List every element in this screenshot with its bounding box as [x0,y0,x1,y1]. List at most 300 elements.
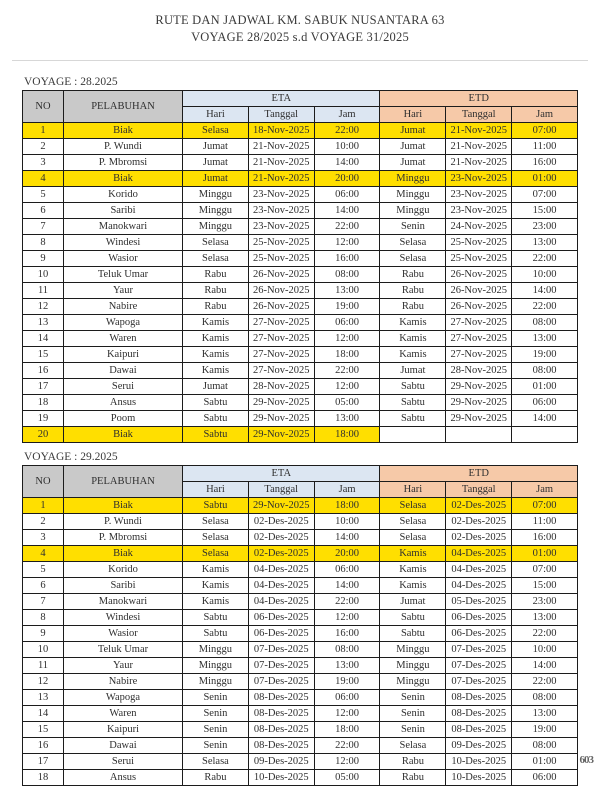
cell-etd-jam: 22:00 [512,674,578,690]
cell-pelabuhan: Nabire [64,299,183,315]
cell-eta-hari: Senin [183,722,249,738]
table-row [23,139,578,155]
cell-no: 5 [23,562,64,578]
cell-etd-jam: 07:00 [512,562,578,578]
cell-etd-tanggal: 04-Des-2025 [446,562,512,578]
cell-eta-jam: 06:00 [314,562,380,578]
voyage-caption-29: VOYAGE : 29.2025 [24,451,118,463]
cell-etd-tanggal: 29-Nov-2025 [446,411,512,427]
cell-pelabuhan: Serui [64,754,183,770]
cell-no: 6 [23,578,64,594]
cell-pelabuhan: Dawai [64,738,183,754]
table-row [23,610,578,626]
cell-eta-tanggal: 06-Des-2025 [248,610,314,626]
cell-etd-tanggal: 08-Des-2025 [446,706,512,722]
cell-eta-jam: 13:00 [314,283,380,299]
cell-pelabuhan: Poom [64,411,183,427]
table-row [23,530,578,546]
table-row [23,347,578,363]
cell-pelabuhan: Yaur [64,283,183,299]
cell-eta-tanggal: 08-Des-2025 [248,722,314,738]
cell-no: 7 [23,219,64,235]
cell-no: 10 [23,642,64,658]
cell-pelabuhan: Saribi [64,578,183,594]
cell-eta-jam: 22:00 [314,123,380,139]
cell-eta-hari: Kamis [183,578,249,594]
table-row [23,363,578,379]
cell-eta-tanggal: 26-Nov-2025 [248,299,314,315]
cell-etd-tanggal: 23-Nov-2025 [446,187,512,203]
table-row [23,203,578,219]
cell-eta-tanggal: 09-Des-2025 [248,754,314,770]
cell-no: 15 [23,347,64,363]
cell-eta-hari: Selasa [183,754,249,770]
cell-etd-tanggal: 02-Des-2025 [446,530,512,546]
cell-etd-tanggal: 07-Des-2025 [446,642,512,658]
column-header-eta-jam: Jam [314,107,380,123]
cell-eta-hari: Selasa [183,235,249,251]
cell-etd-tanggal: 26-Nov-2025 [446,299,512,315]
column-header-etd-jam: Jam [512,482,578,498]
table-row [23,171,578,187]
table-row [23,738,578,754]
cell-etd-tanggal: 24-Nov-2025 [446,219,512,235]
cell-eta-jam: 05:00 [314,770,380,786]
cell-etd-hari: Senin [380,219,446,235]
column-header-pelabuhan: PELABUHAN [64,466,183,498]
cell-eta-tanggal: 18-Nov-2025 [248,123,314,139]
cell-no: 2 [23,514,64,530]
cell-etd-jam: 07:00 [512,123,578,139]
cell-eta-hari: Kamis [183,594,249,610]
cell-etd-hari: Selasa [380,498,446,514]
cell-eta-jam: 08:00 [314,267,380,283]
cell-eta-hari: Selasa [183,251,249,267]
schedule-table-voyage-29 [22,465,578,786]
cell-pelabuhan: Wapoga [64,690,183,706]
cell-etd-tanggal: 06-Des-2025 [446,610,512,626]
cell-eta-hari: Kamis [183,363,249,379]
cell-pelabuhan: Manokwari [64,219,183,235]
cell-etd-jam: 01:00 [512,171,578,187]
cell-eta-hari: Jumat [183,171,249,187]
cell-etd-jam: 11:00 [512,139,578,155]
cell-no: 19 [23,411,64,427]
cell-eta-tanggal: 07-Des-2025 [248,642,314,658]
cell-etd-jam: 13:00 [512,706,578,722]
cell-etd-tanggal: 10-Des-2025 [446,754,512,770]
cell-etd-hari: Selasa [380,251,446,267]
cell-eta-jam: 22:00 [314,738,380,754]
cell-eta-jam: 05:00 [314,395,380,411]
cell-etd-jam: 06:00 [512,770,578,786]
cell-etd-hari: Sabtu [380,379,446,395]
cell-no: 2 [23,139,64,155]
cell-etd-tanggal: 21-Nov-2025 [446,139,512,155]
voyage-caption-28: VOYAGE : 28.2025 [24,76,118,88]
cell-etd-tanggal: 04-Des-2025 [446,578,512,594]
cell-eta-tanggal: 02-Des-2025 [248,546,314,562]
cell-eta-tanggal: 10-Des-2025 [248,770,314,786]
cell-etd-jam: 23:00 [512,219,578,235]
cell-eta-tanggal: 27-Nov-2025 [248,363,314,379]
cell-eta-tanggal: 23-Nov-2025 [248,203,314,219]
cell-eta-tanggal: 07-Des-2025 [248,658,314,674]
cell-etd-hari: Jumat [380,123,446,139]
cell-no: 1 [23,498,64,514]
table-row [23,331,578,347]
cell-etd-jam: 06:00 [512,395,578,411]
cell-etd-hari: Sabtu [380,411,446,427]
cell-eta-jam: 12:00 [314,754,380,770]
table-row [23,283,578,299]
cell-eta-jam: 12:00 [314,379,380,395]
cell-no: 18 [23,770,64,786]
table-row [23,690,578,706]
cell-eta-tanggal: 29-Nov-2025 [248,427,314,443]
cell-eta-hari: Rabu [183,267,249,283]
cell-etd-jam: 14:00 [512,411,578,427]
cell-no: 12 [23,299,64,315]
cell-etd-jam: 19:00 [512,347,578,363]
cell-eta-jam: 13:00 [314,411,380,427]
cell-eta-tanggal: 29-Nov-2025 [248,498,314,514]
cell-etd-hari: Kamis [380,578,446,594]
cell-no: 3 [23,155,64,171]
cell-eta-jam: 19:00 [314,674,380,690]
cell-no: 16 [23,738,64,754]
column-header-no: NO [23,91,64,123]
cell-eta-hari: Senin [183,690,249,706]
cell-no: 17 [23,379,64,395]
cell-etd-hari: Selasa [380,235,446,251]
header-row-top [23,91,578,107]
column-header-eta-tanggal: Tanggal [248,482,314,498]
cell-no: 9 [23,251,64,267]
cell-eta-tanggal: 21-Nov-2025 [248,155,314,171]
cell-pelabuhan: Korido [64,187,183,203]
cell-etd-hari: Kamis [380,347,446,363]
cell-eta-hari: Sabtu [183,427,249,443]
table-row [23,427,578,443]
table-row [23,219,578,235]
cell-eta-tanggal: 04-Des-2025 [248,594,314,610]
cell-eta-jam: 22:00 [314,594,380,610]
table-row [23,123,578,139]
document-title-block [0,0,600,46]
cell-eta-hari: Minggu [183,219,249,235]
cell-no: 3 [23,530,64,546]
cell-eta-tanggal: 29-Nov-2025 [248,395,314,411]
cell-etd-tanggal: 23-Nov-2025 [446,171,512,187]
cell-eta-jam: 18:00 [314,498,380,514]
cell-pelabuhan: P. Wundi [64,514,183,530]
column-header-etd-jam: Jam [512,107,578,123]
cell-etd-jam: 16:00 [512,155,578,171]
cell-etd-tanggal: 26-Nov-2025 [446,283,512,299]
cell-etd-hari: Minggu [380,658,446,674]
cell-eta-hari: Jumat [183,155,249,171]
document-title-secondary: VOYAGE 28/2025 s.d VOYAGE 31/2025 [191,30,409,44]
cell-etd-hari: Senin [380,690,446,706]
table-body-voyage-29 [23,498,578,786]
table-head [23,466,578,498]
cell-etd-hari: Sabtu [380,626,446,642]
cell-eta-jam: 12:00 [314,331,380,347]
cell-pelabuhan: Biak [64,123,183,139]
cell-etd-jam: 10:00 [512,642,578,658]
cell-etd-jam: 15:00 [512,203,578,219]
cell-etd-hari: Minggu [380,187,446,203]
cell-no: 11 [23,283,64,299]
cell-etd-jam: 13:00 [512,331,578,347]
table-row [23,395,578,411]
cell-etd-hari: Senin [380,706,446,722]
column-header-no: NO [23,466,64,498]
table-row [23,674,578,690]
table-row [23,235,578,251]
cell-eta-jam: 20:00 [314,171,380,187]
cell-etd-hari: Rabu [380,770,446,786]
cell-etd-hari: Minggu [380,674,446,690]
cell-eta-jam: 14:00 [314,530,380,546]
cell-eta-tanggal: 02-Des-2025 [248,530,314,546]
cell-pelabuhan: Teluk Umar [64,642,183,658]
cell-etd-jam: 10:00 [512,267,578,283]
column-header-eta-jam: Jam [314,482,380,498]
cell-eta-tanggal: 02-Des-2025 [248,514,314,530]
cell-eta-tanggal: 04-Des-2025 [248,562,314,578]
cell-eta-tanggal: 23-Nov-2025 [248,219,314,235]
cell-eta-jam: 14:00 [314,203,380,219]
cell-eta-tanggal: 27-Nov-2025 [248,347,314,363]
cell-eta-jam: 14:00 [314,578,380,594]
column-header-pelabuhan: PELABUHAN [64,91,183,123]
cell-pelabuhan: Kaipuri [64,347,183,363]
cell-etd-hari: Kamis [380,562,446,578]
table-row [23,706,578,722]
cell-eta-jam: 14:00 [314,155,380,171]
cell-etd-hari: Jumat [380,594,446,610]
cell-pelabuhan: Yaur [64,658,183,674]
cell-no: 8 [23,610,64,626]
cell-etd-tanggal: 21-Nov-2025 [446,123,512,139]
cell-etd-tanggal: 27-Nov-2025 [446,331,512,347]
cell-pelabuhan: Manokwari [64,594,183,610]
cell-etd-jam: 07:00 [512,498,578,514]
table-body-voyage-28 [23,123,578,443]
cell-eta-tanggal: 27-Nov-2025 [248,315,314,331]
column-header-etd-hari: Hari [380,107,446,123]
cell-eta-jam: 10:00 [314,514,380,530]
cell-etd-jam: 11:00 [512,514,578,530]
cell-eta-hari: Selasa [183,514,249,530]
table-row [23,722,578,738]
cell-pelabuhan: P. Wundi [64,139,183,155]
cell-etd-jam: 08:00 [512,738,578,754]
cell-no: 15 [23,722,64,738]
cell-etd-tanggal: 07-Des-2025 [446,658,512,674]
cell-eta-tanggal: 21-Nov-2025 [248,139,314,155]
cell-etd-hari: Sabtu [380,610,446,626]
table-row [23,594,578,610]
cell-eta-tanggal: 26-Nov-2025 [248,267,314,283]
cell-eta-tanggal: 08-Des-2025 [248,738,314,754]
cell-no: 13 [23,315,64,331]
cell-no: 14 [23,706,64,722]
cell-etd-jam: 14:00 [512,283,578,299]
cell-eta-hari: Selasa [183,546,249,562]
cell-no: 4 [23,546,64,562]
table-row [23,155,578,171]
cell-etd-jam: 13:00 [512,610,578,626]
table-row [23,770,578,786]
cell-eta-tanggal: 27-Nov-2025 [248,331,314,347]
cell-eta-tanggal: 21-Nov-2025 [248,171,314,187]
table-row [23,642,578,658]
cell-etd-tanggal: 08-Des-2025 [446,722,512,738]
cell-eta-jam: 16:00 [314,626,380,642]
cell-eta-hari: Sabtu [183,411,249,427]
cell-eta-hari: Sabtu [183,626,249,642]
cell-no: 13 [23,690,64,706]
cell-etd-jam: 14:00 [512,658,578,674]
cell-eta-jam: 12:00 [314,610,380,626]
cell-pelabuhan: Dawai [64,363,183,379]
cell-etd-jam: 08:00 [512,315,578,331]
cell-eta-hari: Rabu [183,299,249,315]
cell-etd-hari: Kamis [380,331,446,347]
cell-etd-hari: Selasa [380,514,446,530]
table-head [23,91,578,123]
table-row [23,514,578,530]
cell-no: 7 [23,594,64,610]
document-title-primary: RUTE DAN JADWAL KM. SABUK NUSANTARA 63 [155,13,445,27]
cell-etd-hari: Minggu [380,171,446,187]
cell-eta-hari: Kamis [183,331,249,347]
cell-pelabuhan: Ansus [64,770,183,786]
title-divider [12,60,588,61]
cell-etd-jam: 16:00 [512,530,578,546]
cell-pelabuhan: Kaipuri [64,722,183,738]
cell-etd-jam: 01:00 [512,379,578,395]
cell-eta-hari: Sabtu [183,610,249,626]
cell-pelabuhan: Biak [64,546,183,562]
table-row [23,411,578,427]
cell-eta-tanggal: 08-Des-2025 [248,706,314,722]
cell-eta-tanggal: 26-Nov-2025 [248,283,314,299]
cell-etd-tanggal: 21-Nov-2025 [446,155,512,171]
cell-etd-jam: 08:00 [512,690,578,706]
cell-no: 18 [23,395,64,411]
cell-pelabuhan: Windesi [64,235,183,251]
cell-pelabuhan: Biak [64,427,183,443]
cell-no: 14 [23,331,64,347]
cell-etd-tanggal: 27-Nov-2025 [446,347,512,363]
cell-no: 16 [23,363,64,379]
cell-etd-tanggal: 28-Nov-2025 [446,363,512,379]
page-artifact-overlay: 603 [579,754,593,766]
cell-etd-tanggal: 23-Nov-2025 [446,203,512,219]
cell-pelabuhan: Saribi [64,203,183,219]
table-row [23,267,578,283]
cell-eta-jam: 06:00 [314,690,380,706]
cell-eta-hari: Jumat [183,379,249,395]
cell-eta-hari: Sabtu [183,498,249,514]
cell-pelabuhan: P. Mbromsi [64,530,183,546]
cell-no: 20 [23,427,64,443]
cell-no: 10 [23,267,64,283]
cell-etd-tanggal: 04-Des-2025 [446,546,512,562]
cell-etd-jam: 07:00 [512,187,578,203]
cell-etd-hari: Minggu [380,642,446,658]
cell-etd-tanggal: 29-Nov-2025 [446,379,512,395]
table-row [23,578,578,594]
cell-eta-hari: Rabu [183,770,249,786]
cell-etd-jam: 01:00 [512,754,578,770]
cell-pelabuhan: Windesi [64,610,183,626]
cell-etd-hari: Selasa [380,738,446,754]
cell-eta-tanggal: 25-Nov-2025 [248,235,314,251]
column-header-eta-hari: Hari [183,107,249,123]
cell-etd-jam: 19:00 [512,722,578,738]
cell-etd-tanggal: 02-Des-2025 [446,514,512,530]
cell-no: 6 [23,203,64,219]
cell-etd-tanggal: 02-Des-2025 [446,498,512,514]
voyage-section-28 [0,76,600,443]
table-row [23,658,578,674]
cell-etd-jam: 01:00 [512,546,578,562]
cell-eta-jam: 08:00 [314,642,380,658]
cell-eta-jam: 18:00 [314,427,380,443]
cell-pelabuhan: Waren [64,706,183,722]
cell-etd-hari: Sabtu [380,395,446,411]
cell-etd-hari [380,427,446,443]
table-row [23,626,578,642]
cell-eta-tanggal: 25-Nov-2025 [248,251,314,267]
cell-etd-tanggal: 06-Des-2025 [446,626,512,642]
cell-eta-jam: 18:00 [314,347,380,363]
cell-no: 17 [23,754,64,770]
cell-etd-hari: Kamis [380,546,446,562]
table-row [23,379,578,395]
cell-eta-tanggal: 28-Nov-2025 [248,379,314,395]
cell-etd-tanggal: 26-Nov-2025 [446,267,512,283]
cell-etd-hari: Jumat [380,155,446,171]
cell-no: 11 [23,658,64,674]
column-header-etd: ETD [380,91,578,107]
cell-eta-hari: Minggu [183,674,249,690]
column-header-etd: ETD [380,466,578,482]
cell-pelabuhan: Wapoga [64,315,183,331]
cell-eta-jam: 12:00 [314,706,380,722]
cell-etd-tanggal: 25-Nov-2025 [446,235,512,251]
cell-no: 12 [23,674,64,690]
cell-eta-jam: 20:00 [314,546,380,562]
table-row [23,315,578,331]
cell-eta-jam: 13:00 [314,658,380,674]
cell-eta-jam: 12:00 [314,235,380,251]
cell-pelabuhan: Wasior [64,251,183,267]
cell-eta-hari: Minggu [183,642,249,658]
cell-etd-tanggal: 27-Nov-2025 [446,315,512,331]
cell-no: 9 [23,626,64,642]
cell-eta-tanggal: 08-Des-2025 [248,690,314,706]
cell-pelabuhan: Serui [64,379,183,395]
cell-no: 1 [23,123,64,139]
cell-pelabuhan: Teluk Umar [64,267,183,283]
cell-etd-hari: Rabu [380,299,446,315]
